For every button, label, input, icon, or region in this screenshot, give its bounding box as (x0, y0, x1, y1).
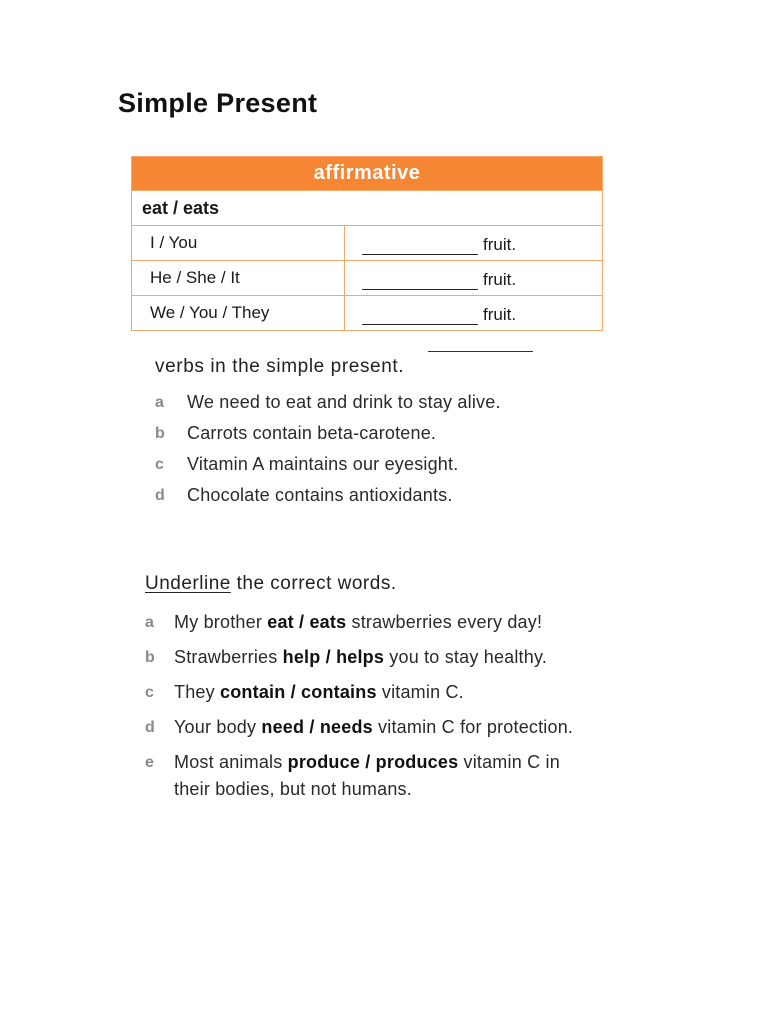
table-header: affirmative (132, 157, 602, 190)
option-2[interactable]: helps (336, 647, 385, 667)
item-letter: b (155, 425, 165, 442)
option-2[interactable]: contains (301, 682, 377, 702)
table-row (132, 295, 602, 330)
item-text: Carrots contain beta-carotene. (187, 423, 437, 443)
item-letter: c (155, 456, 165, 473)
underline-word: Underline (145, 573, 231, 594)
list-item (155, 392, 501, 423)
text-before: Strawberries (174, 647, 283, 667)
text-after: vitamin C. (376, 682, 464, 702)
text-before: Most animals (174, 752, 288, 772)
table-row (132, 225, 602, 260)
option-2[interactable]: eats (309, 612, 347, 632)
option-2[interactable]: needs (319, 717, 373, 737)
table-row (132, 260, 602, 295)
item-text: Vitamin A maintains our eyesight. (187, 454, 459, 474)
answer-blank[interactable] (362, 275, 478, 290)
option-1[interactable]: contain (220, 682, 286, 702)
blank-cell (345, 226, 602, 260)
item-text (174, 609, 594, 636)
item-letter: e (145, 754, 155, 771)
option-separator: / (360, 752, 376, 772)
page-title: Simple Present (118, 88, 318, 118)
grammar-table (131, 156, 603, 331)
list-item (145, 749, 605, 803)
list-item (145, 714, 605, 741)
exercise-list (145, 609, 605, 811)
subject-cell: We / You / They (132, 296, 345, 330)
object-text: fruit. (483, 305, 517, 324)
option-separator: / (285, 682, 302, 702)
option-separator: / (304, 717, 320, 737)
option-1[interactable]: need (261, 717, 305, 737)
item-letter: d (155, 487, 165, 504)
list-item (155, 454, 501, 485)
text-after: you to stay healthy. (384, 647, 548, 667)
item-letter: b (145, 649, 155, 666)
example-list (155, 392, 501, 516)
answer-blank[interactable] (362, 310, 478, 325)
subject-cell: He / She / It (132, 261, 345, 295)
answer-line (428, 351, 533, 352)
list-item (145, 679, 605, 706)
blank-cell (345, 261, 602, 295)
text-after: vitamin C for protection. (372, 717, 574, 737)
option-separator: / (293, 612, 310, 632)
object-text: fruit. (483, 235, 517, 254)
item-letter: a (155, 394, 165, 411)
text-before: They (174, 682, 221, 702)
option-1[interactable]: help (282, 647, 321, 667)
item-text: We need to eat and drink to stay alive. (187, 392, 501, 412)
option-1[interactable]: eat (267, 612, 294, 632)
item-text (174, 749, 594, 803)
text-after: strawberries every day! (346, 612, 543, 632)
item-letter: a (145, 614, 155, 631)
verb-label: eat / eats (132, 190, 602, 225)
list-item (145, 609, 605, 636)
blank-cell (345, 296, 602, 330)
item-text (174, 714, 594, 741)
text-before: Your body (174, 717, 262, 737)
option-separator: / (320, 647, 337, 667)
section1-heading: verbs in the simple present. (155, 356, 405, 377)
text-after: vitamin C in their bodies, but not humans. (174, 752, 560, 799)
option-1[interactable]: produce (287, 752, 361, 772)
list-item (155, 423, 501, 454)
list-item (155, 485, 501, 516)
subject-cell: I / You (132, 226, 345, 260)
section2-heading (145, 573, 397, 595)
item-text (174, 644, 594, 671)
item-letter: d (145, 719, 155, 736)
object-text: fruit. (483, 270, 517, 289)
item-letter: c (145, 684, 155, 701)
answer-blank[interactable] (362, 240, 478, 255)
item-text (174, 679, 594, 706)
item-text: Chocolate contains antioxidants. (187, 485, 453, 505)
text-before: My brother (174, 612, 268, 632)
option-2[interactable]: produces (375, 752, 459, 772)
list-item (145, 644, 605, 671)
heading-rest: the correct words. (230, 573, 397, 594)
